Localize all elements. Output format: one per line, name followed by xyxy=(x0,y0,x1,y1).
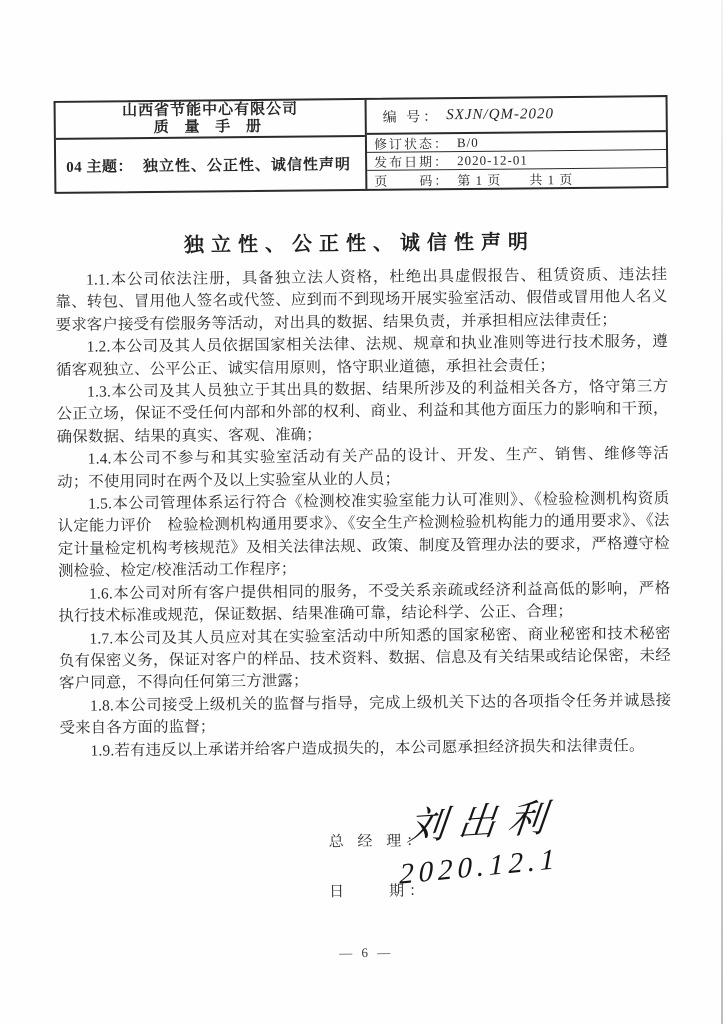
date-label: 日 期： xyxy=(329,883,430,901)
subject-cell xyxy=(56,137,365,192)
revision-label: 修订状态： xyxy=(373,136,450,152)
paragraph-1-3: 1.3.本公司及其人员独立于其出具的数据、结果所涉及的利益相关各方，恪守第三方公正立场，保证不受任何内部和外部的权利、商业、利益和其他方面压力的影响和干预，确保数据、结果的真实、客观、准确； xyxy=(56,378,669,446)
revision-value: B/0 xyxy=(456,134,479,150)
page-number-row xyxy=(367,168,666,189)
subject-label: 04 主题： xyxy=(66,158,134,176)
issue-date-label: 发布日期： xyxy=(374,154,450,170)
company-name-cell xyxy=(56,100,365,140)
paragraph-1-1: 1.1.本公司依法注册，具备独立法人资格，杜绝出具虚假报告、租赁资质、违法挂靠、转包、冒用他人签名或代签、应到而不到现场开展实验室活动、假借或冒用他人名义要求客户接受有偿服务等活动，对出具的数据、结果负责，并承担相应法律责任； xyxy=(55,266,668,334)
signature-block xyxy=(303,777,634,930)
paragraph-1-9: 1.9.若有违反以上承诺并给客户造成损失的，本公司愿承担经济损失和法律责任。 xyxy=(90,736,645,760)
manager-signature-handwriting: 刘出利 xyxy=(405,797,561,849)
document-header-table xyxy=(54,95,669,194)
date-handwriting: 2020.12.1 xyxy=(399,843,560,891)
declaration-body xyxy=(55,264,672,763)
general-manager-label: 总 经 理： xyxy=(328,833,427,851)
paragraph-1-8: 1.8.本公司接受上级机关的监督与指导，完成上级机关下达的各项指令任务并诚恳接受来自各方面的监督； xyxy=(59,691,672,738)
paragraph-1-7: 1.7.本公司及其人员应对其在实验室活动中所知悉的国家秘密、商业秘密和技术秘密负有保密义务，保证对客户的样品、技术资料、数据、信息及有关结果或结论保密，未经客户同意，不得向任何第三方泄露； xyxy=(58,624,671,693)
issue-date-value: 2020-12-01 xyxy=(457,151,528,168)
paragraph-1-5: 1.5.本公司管理体系运行符合《检测校准实验室能力认可准则》、《检验检测机构资质认定能力评价 检验检测机构通用要求》、《安全生产检测检验机构能力的通用要求》、《法定计量检定机构考核规范》及相关法律法规、政策、制度及管理办法的要求，严格遵守检测检验、检定/校准活动工作程序； xyxy=(57,490,670,581)
doc-number-value: SXJN/QM-2020 xyxy=(446,106,555,124)
paragraph-1-4: 1.4.本公司不参与和其实验室活动有关产品的设计、开发、生产、销售、维修等活动；不使用同时在两个及以上实验室从业的人员； xyxy=(57,445,670,491)
header-left-column xyxy=(56,100,368,192)
header-right-column xyxy=(367,97,667,189)
paragraph-1-6: 1.6.本公司对所有客户提供相同的服务，不受关系亲疏或经济利益高低的影响，严格执行技术标准或规范，保证数据、结果准确可靠，结论科学、公正、合理； xyxy=(58,579,671,626)
page-title: 独立性、公正性、诚信性声明 xyxy=(183,231,536,257)
manual-name: 质 量 手 册 xyxy=(153,118,267,136)
subject-value: 独立性、公正性、诚信性声明 xyxy=(142,156,352,175)
page-no-value: 第 1 页 共 1 页 xyxy=(457,171,574,188)
company-name: 山西省节能中心有限公司 xyxy=(122,101,299,119)
doc-number-cell xyxy=(367,97,666,135)
paragraph-1-2: 1.2.本公司及其人员依据国家相关法律、法规、规章和执业准则等进行技术服务，遵循客观独立、公平公正、诚实信用原则，恪守职业道德，承担社会责任； xyxy=(56,333,668,379)
doc-number-label: 编 号： xyxy=(382,109,441,126)
footer-page-number: — 6 — xyxy=(339,944,394,961)
page-no-label: 页 码： xyxy=(374,172,450,189)
